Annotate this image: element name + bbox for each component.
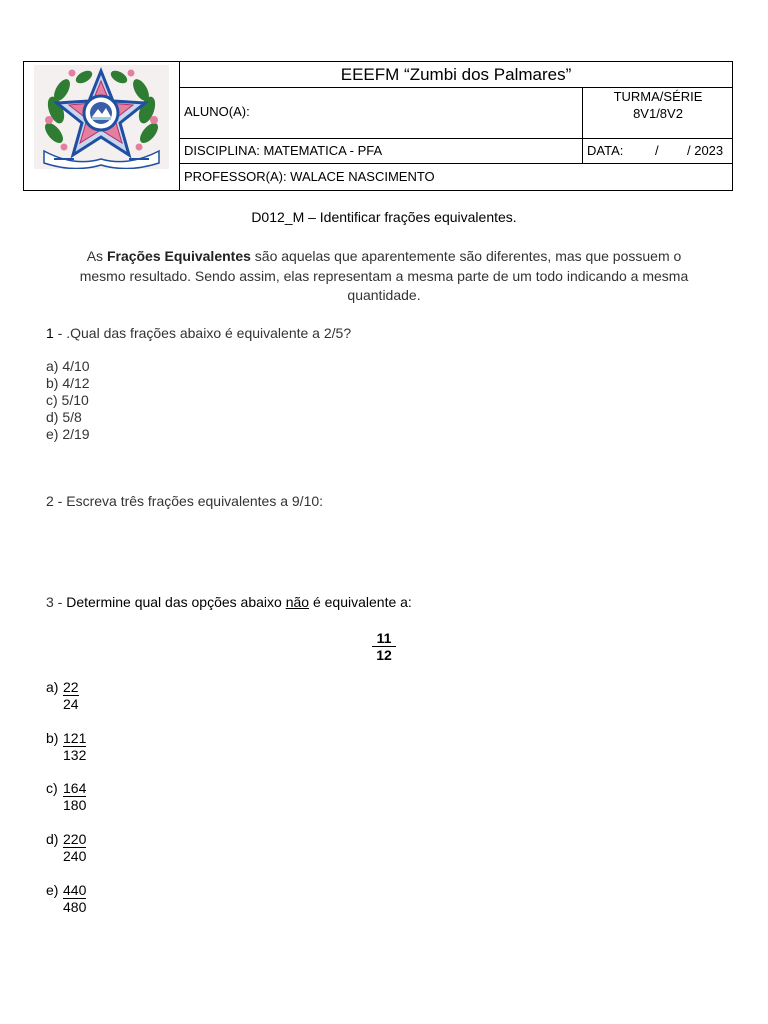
question-3-prefix: 3 - xyxy=(46,594,67,610)
fraction-denominator: 24 xyxy=(63,696,79,712)
option-c: c) 5/10 xyxy=(46,392,89,408)
data-cell xyxy=(582,139,733,163)
logo-cell xyxy=(24,62,180,190)
question-3-text-b: é equivalente a: xyxy=(309,594,412,610)
school-name: EEEFM “Zumbi dos Palmares” xyxy=(180,62,732,88)
turma-value: 8V1/8V2 xyxy=(633,106,683,121)
fraction-option-letter: c) xyxy=(46,780,58,796)
fraction-numerator: 164 xyxy=(63,780,87,796)
turma-label: TURMA/SÉRIE xyxy=(613,89,703,104)
intro-paragraph xyxy=(40,247,728,306)
fraction-numerator: 22 xyxy=(63,679,79,695)
fraction-numerator: 440 xyxy=(63,882,87,898)
target-fraction-numerator: 11 xyxy=(372,630,396,647)
option-e: e) 2/19 xyxy=(46,426,90,442)
fraction-denominator: 132 xyxy=(63,747,87,763)
question-1-text: - .Qual das frações abaixo é equivalente a 2/5? xyxy=(53,325,352,341)
aluno-label: ALUNO(A): xyxy=(184,104,250,119)
fraction-option-letter: e) xyxy=(46,882,59,898)
data-year: / 2023 xyxy=(687,143,724,158)
target-fraction xyxy=(372,630,396,663)
disciplina-label: DISCIPLINA: MATEMATICA - PFA xyxy=(184,143,383,158)
intro-line-2: mesmo resultado. Sendo assim, elas representam a mesma parte de um todo indicando a mesma xyxy=(79,267,689,284)
intro-bold-term: Frações Equivalentes xyxy=(106,248,251,264)
fraction-denominator: 180 xyxy=(63,797,87,813)
fraction-option-letter: d) xyxy=(46,831,59,847)
aluno-row xyxy=(180,88,732,139)
fraction-option-letter: a) xyxy=(46,679,59,695)
intro-line-1-rest: são aquelas que aparentemente são diferentes, mas que possuem o xyxy=(250,248,682,264)
coat-of-arms-icon xyxy=(34,65,169,169)
intro-prefix: As xyxy=(86,248,107,264)
data-label: DATA: xyxy=(587,143,624,158)
question-3 xyxy=(46,594,412,610)
question-3-underlined: não xyxy=(285,594,310,610)
intro-line-1 xyxy=(40,247,728,267)
question-1 xyxy=(46,325,351,341)
fraction-numerator: 121 xyxy=(63,730,87,746)
fraction-denominator: 240 xyxy=(63,848,87,864)
turma-cell xyxy=(582,88,733,138)
descriptor-title: D012_M – Identificar frações equivalentes. xyxy=(251,209,517,225)
disciplina-row xyxy=(180,139,732,164)
option-b: b) 4/12 xyxy=(46,375,90,391)
professor-label: PROFESSOR(A): WALACE NASCIMENTO xyxy=(184,169,435,184)
fraction-option-letter: b) xyxy=(46,730,59,746)
option-a: a) 4/10 xyxy=(46,358,90,374)
question-3-text-a: Determine qual das opções abaixo xyxy=(66,594,286,610)
question-1-options xyxy=(46,358,90,443)
question-1-number: 1 xyxy=(46,325,54,341)
option-d: d) 5/8 xyxy=(46,409,82,425)
header-table xyxy=(23,61,733,191)
question-2: 2 - Escreva três frações equivalentes a 9/10: xyxy=(46,493,324,509)
fraction-denominator: 480 xyxy=(63,899,87,915)
intro-line-3: quantidade. xyxy=(347,287,421,303)
data-separator: / xyxy=(655,143,659,158)
target-fraction-denominator: 12 xyxy=(376,647,392,663)
fraction-numerator: 220 xyxy=(63,831,87,847)
professor-row xyxy=(180,164,732,190)
